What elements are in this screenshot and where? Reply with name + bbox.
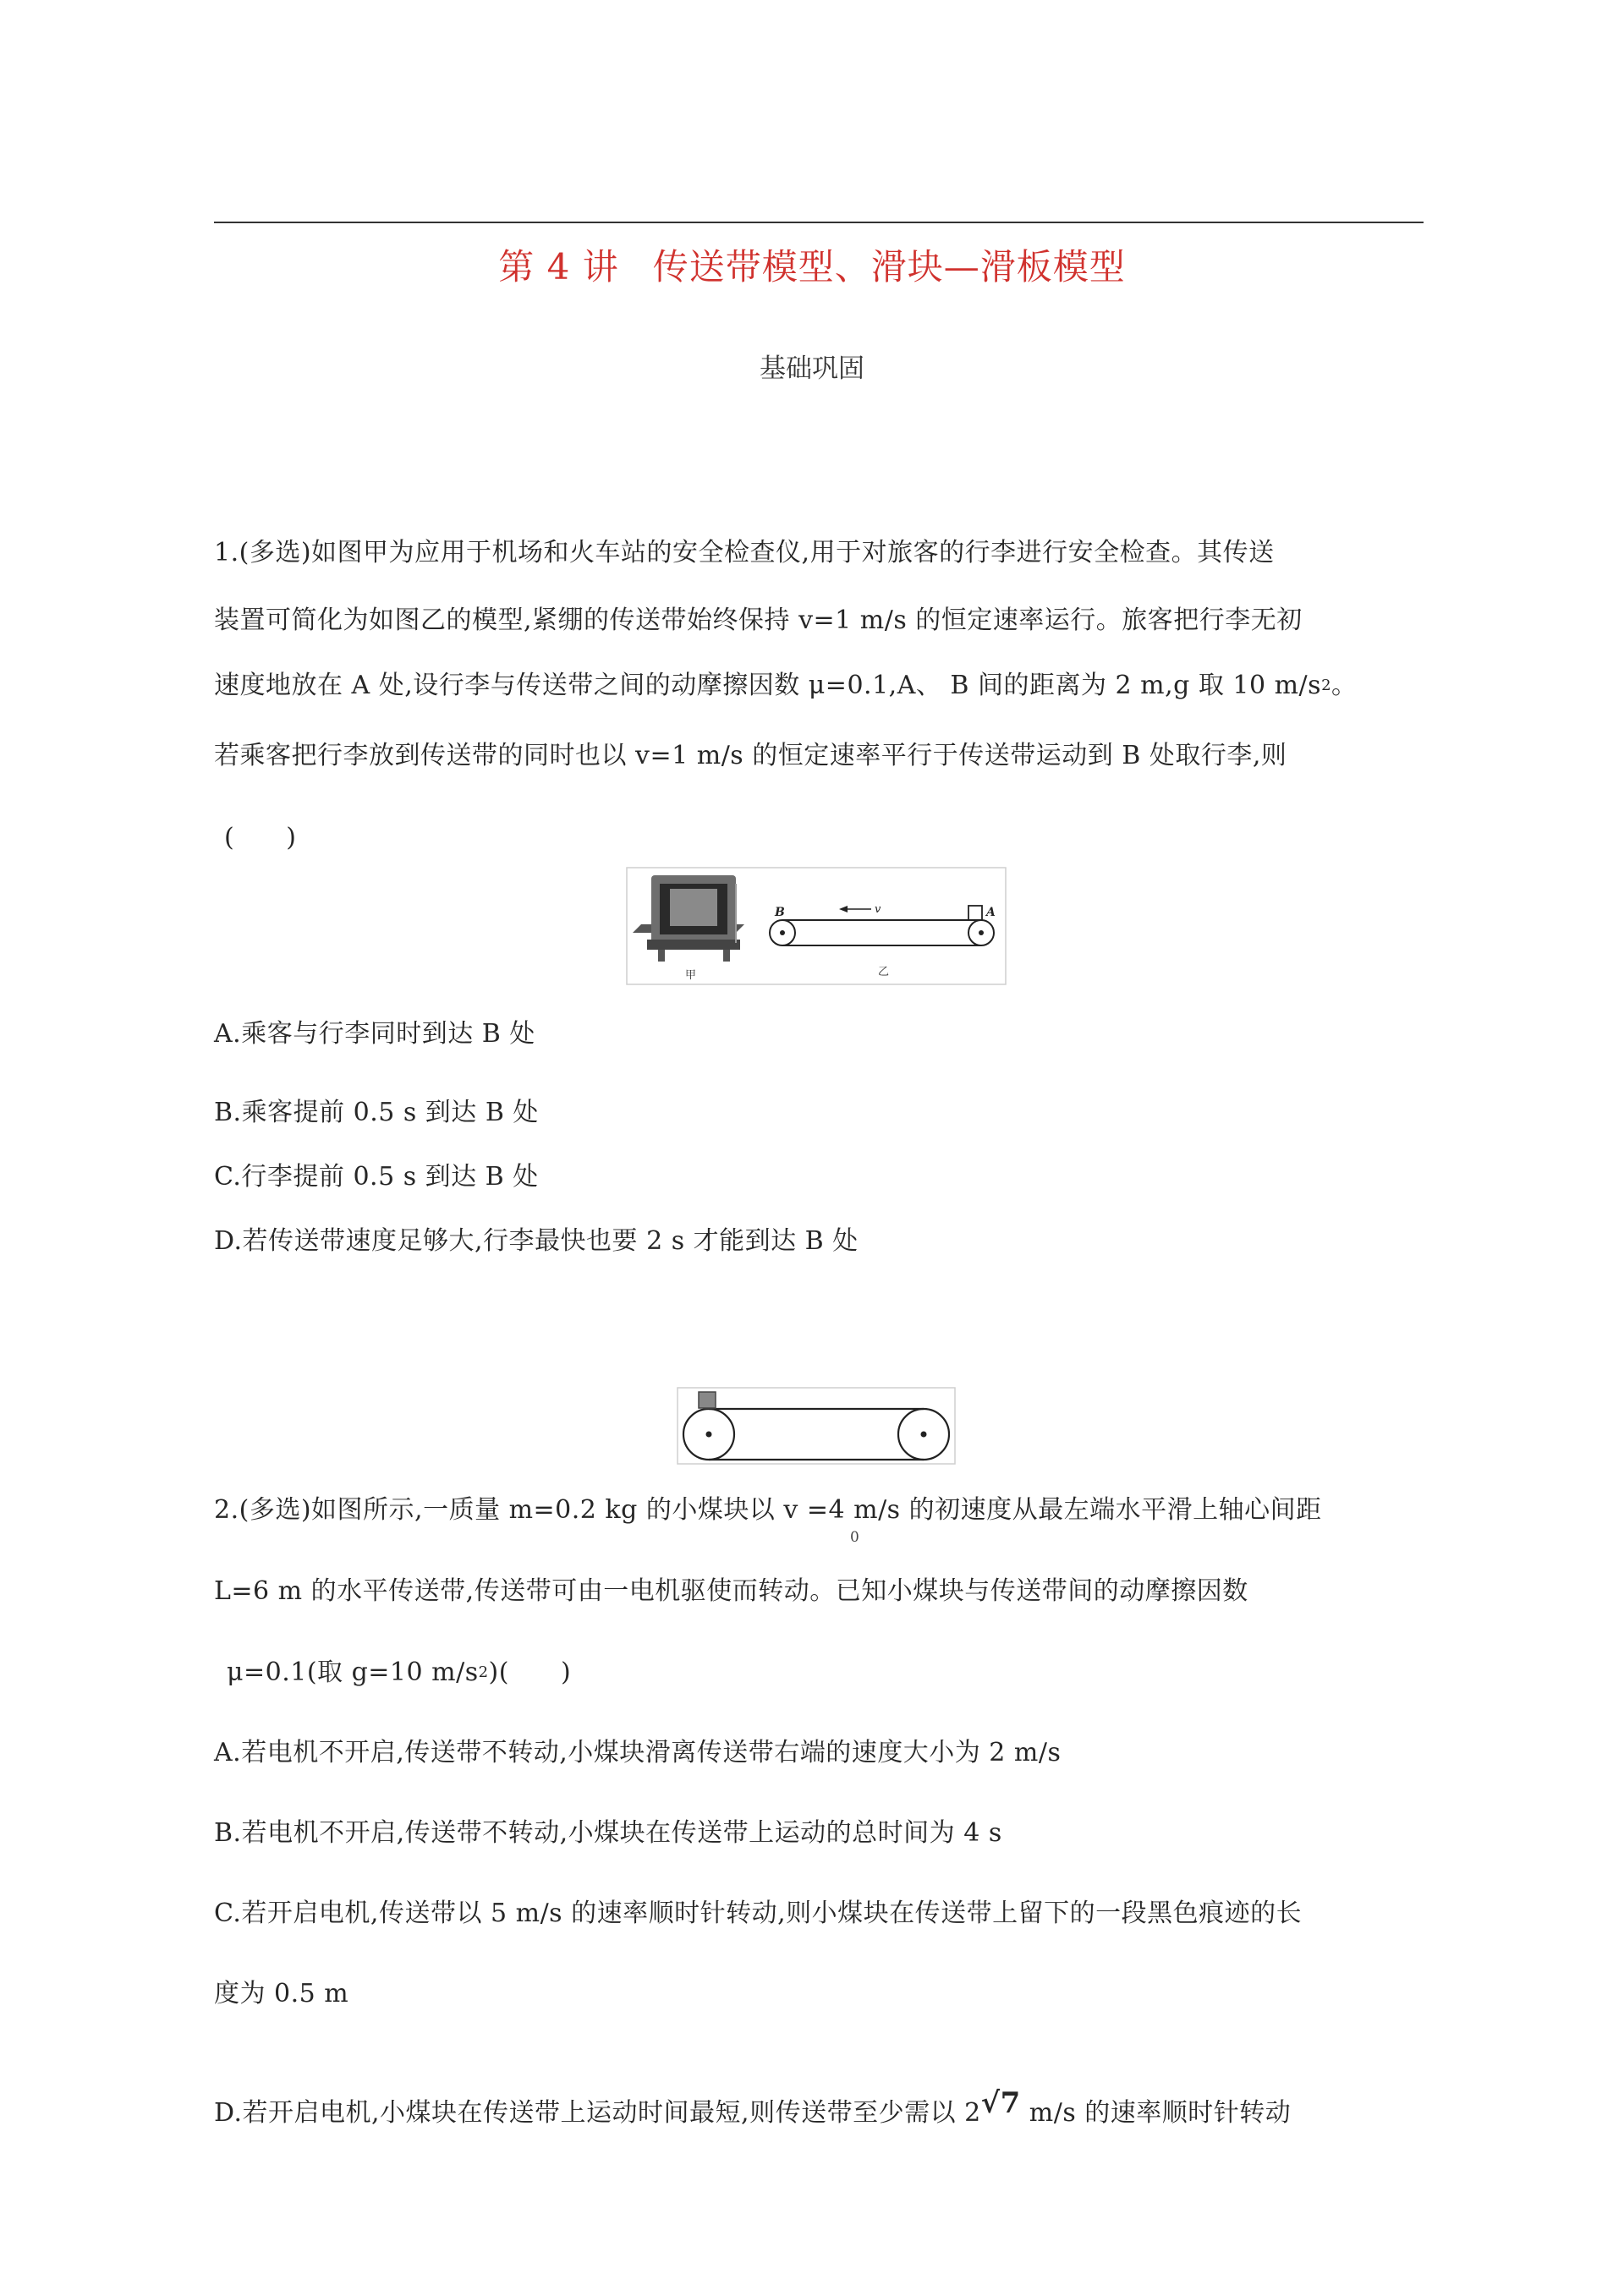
- q2-option-a: A.若电机不开启,传送带不转动,小煤块滑离传送带右端的速度大小为 2 m/s: [214, 1738, 1062, 1767]
- label-jia: 甲: [685, 969, 697, 982]
- right-pulley-axle: [921, 1432, 927, 1438]
- header-rule: [214, 222, 1424, 223]
- pulley-a-axle: [979, 930, 984, 935]
- q1-line-2: 装置可简化为如图乙的模型,紧绷的传送带始终保持 v=1 m/s 的恒定速率运行。旅客把行李无初: [214, 606, 1303, 635]
- q2-option-c: C.若开启电机,传送带以 5 m/s 的速率顺时针转动,则小煤块在传送带上留下的一段黑色痕迹的长: [214, 1899, 1303, 1928]
- page-title: [0, 239, 1624, 290]
- q1-answer-blank: ( ): [224, 823, 297, 852]
- q1-option-b: B.乘客提前 0.5 s 到达 B 处: [214, 1098, 539, 1127]
- title-lesson: 第 4 讲: [498, 246, 619, 288]
- title-topic: 传送带模型、滑块—滑板模型: [652, 246, 1126, 288]
- q2-line-3: μ=0.1(取 g=10 $m/s^2$)( ): [227, 1658, 572, 1687]
- q2-figure-frame: [678, 1388, 955, 1464]
- velocity-label: v: [875, 903, 881, 916]
- point-a-label: A: [986, 906, 996, 919]
- q2-figure: [677, 1387, 956, 1465]
- q2-option-b: B.若电机不开启,传送带不转动,小煤块在传送带上运动的总时间为 4 s: [214, 1818, 1002, 1848]
- coal-block: [699, 1392, 716, 1408]
- q2-option-c-continued: 度为 0.5 m: [214, 1979, 349, 2008]
- q1-figure: [626, 867, 1007, 985]
- q2-line-3-superscript: 2: [478, 1663, 489, 1681]
- section-subtitle: 基础巩固: [760, 353, 864, 384]
- q1-option-c: C.行李提前 0.5 s 到达 B 处: [214, 1162, 539, 1192]
- q2-line-1: 2.(多选)如图所示,一质量 m=0.2 kg 的小煤块以 v =4 m/s 的初速度从最左端水平滑上轴心间距: [214, 1495, 1322, 1525]
- q2-v0-subscript: 0: [850, 1529, 859, 1546]
- sqrt-seven: √7: [980, 2086, 1021, 2120]
- left-pulley-axle: [706, 1432, 712, 1438]
- q2-option-d: D.若开启电机,小煤块在传送带上运动时间最短,则传送带至少需以 2√7 m/s 的速率顺时针转动: [214, 2086, 1292, 2128]
- pulley-b-axle: [780, 930, 785, 935]
- q1-line-3-superscript: 2: [1321, 677, 1332, 694]
- label-yi: 乙: [878, 966, 890, 978]
- q1-option-d: D.若传送带速度足够大,行李最快也要 2 s 才能到达 B 处: [214, 1226, 859, 1256]
- q1-line-1: 1.(多选)如图甲为应用于机场和火车站的安全检查仪,用于对旅客的行李进行安全检查。其传送: [214, 538, 1275, 567]
- q1-line-4: 若乘客把行李放到传送带的同时也以 v=1 m/s 的恒定速率平行于传送带运动到 B 处取行李,则: [214, 741, 1287, 770]
- point-b-label: B: [775, 906, 785, 919]
- q1-line-3: 速度地放在 A 处,设行李与传送带之间的动摩擦因数 μ=0.1,A、 B 间的距离为 2 m,g 取 10 $m/s^2$。: [214, 671, 1358, 700]
- q2-line-2: L=6 m 的水平传送带,传送带可由一电机驱使而转动。已知小煤块与传送带间的动摩擦因数: [214, 1576, 1248, 1606]
- q1-option-a: A.乘客与行李同时到达 B 处: [214, 1019, 535, 1049]
